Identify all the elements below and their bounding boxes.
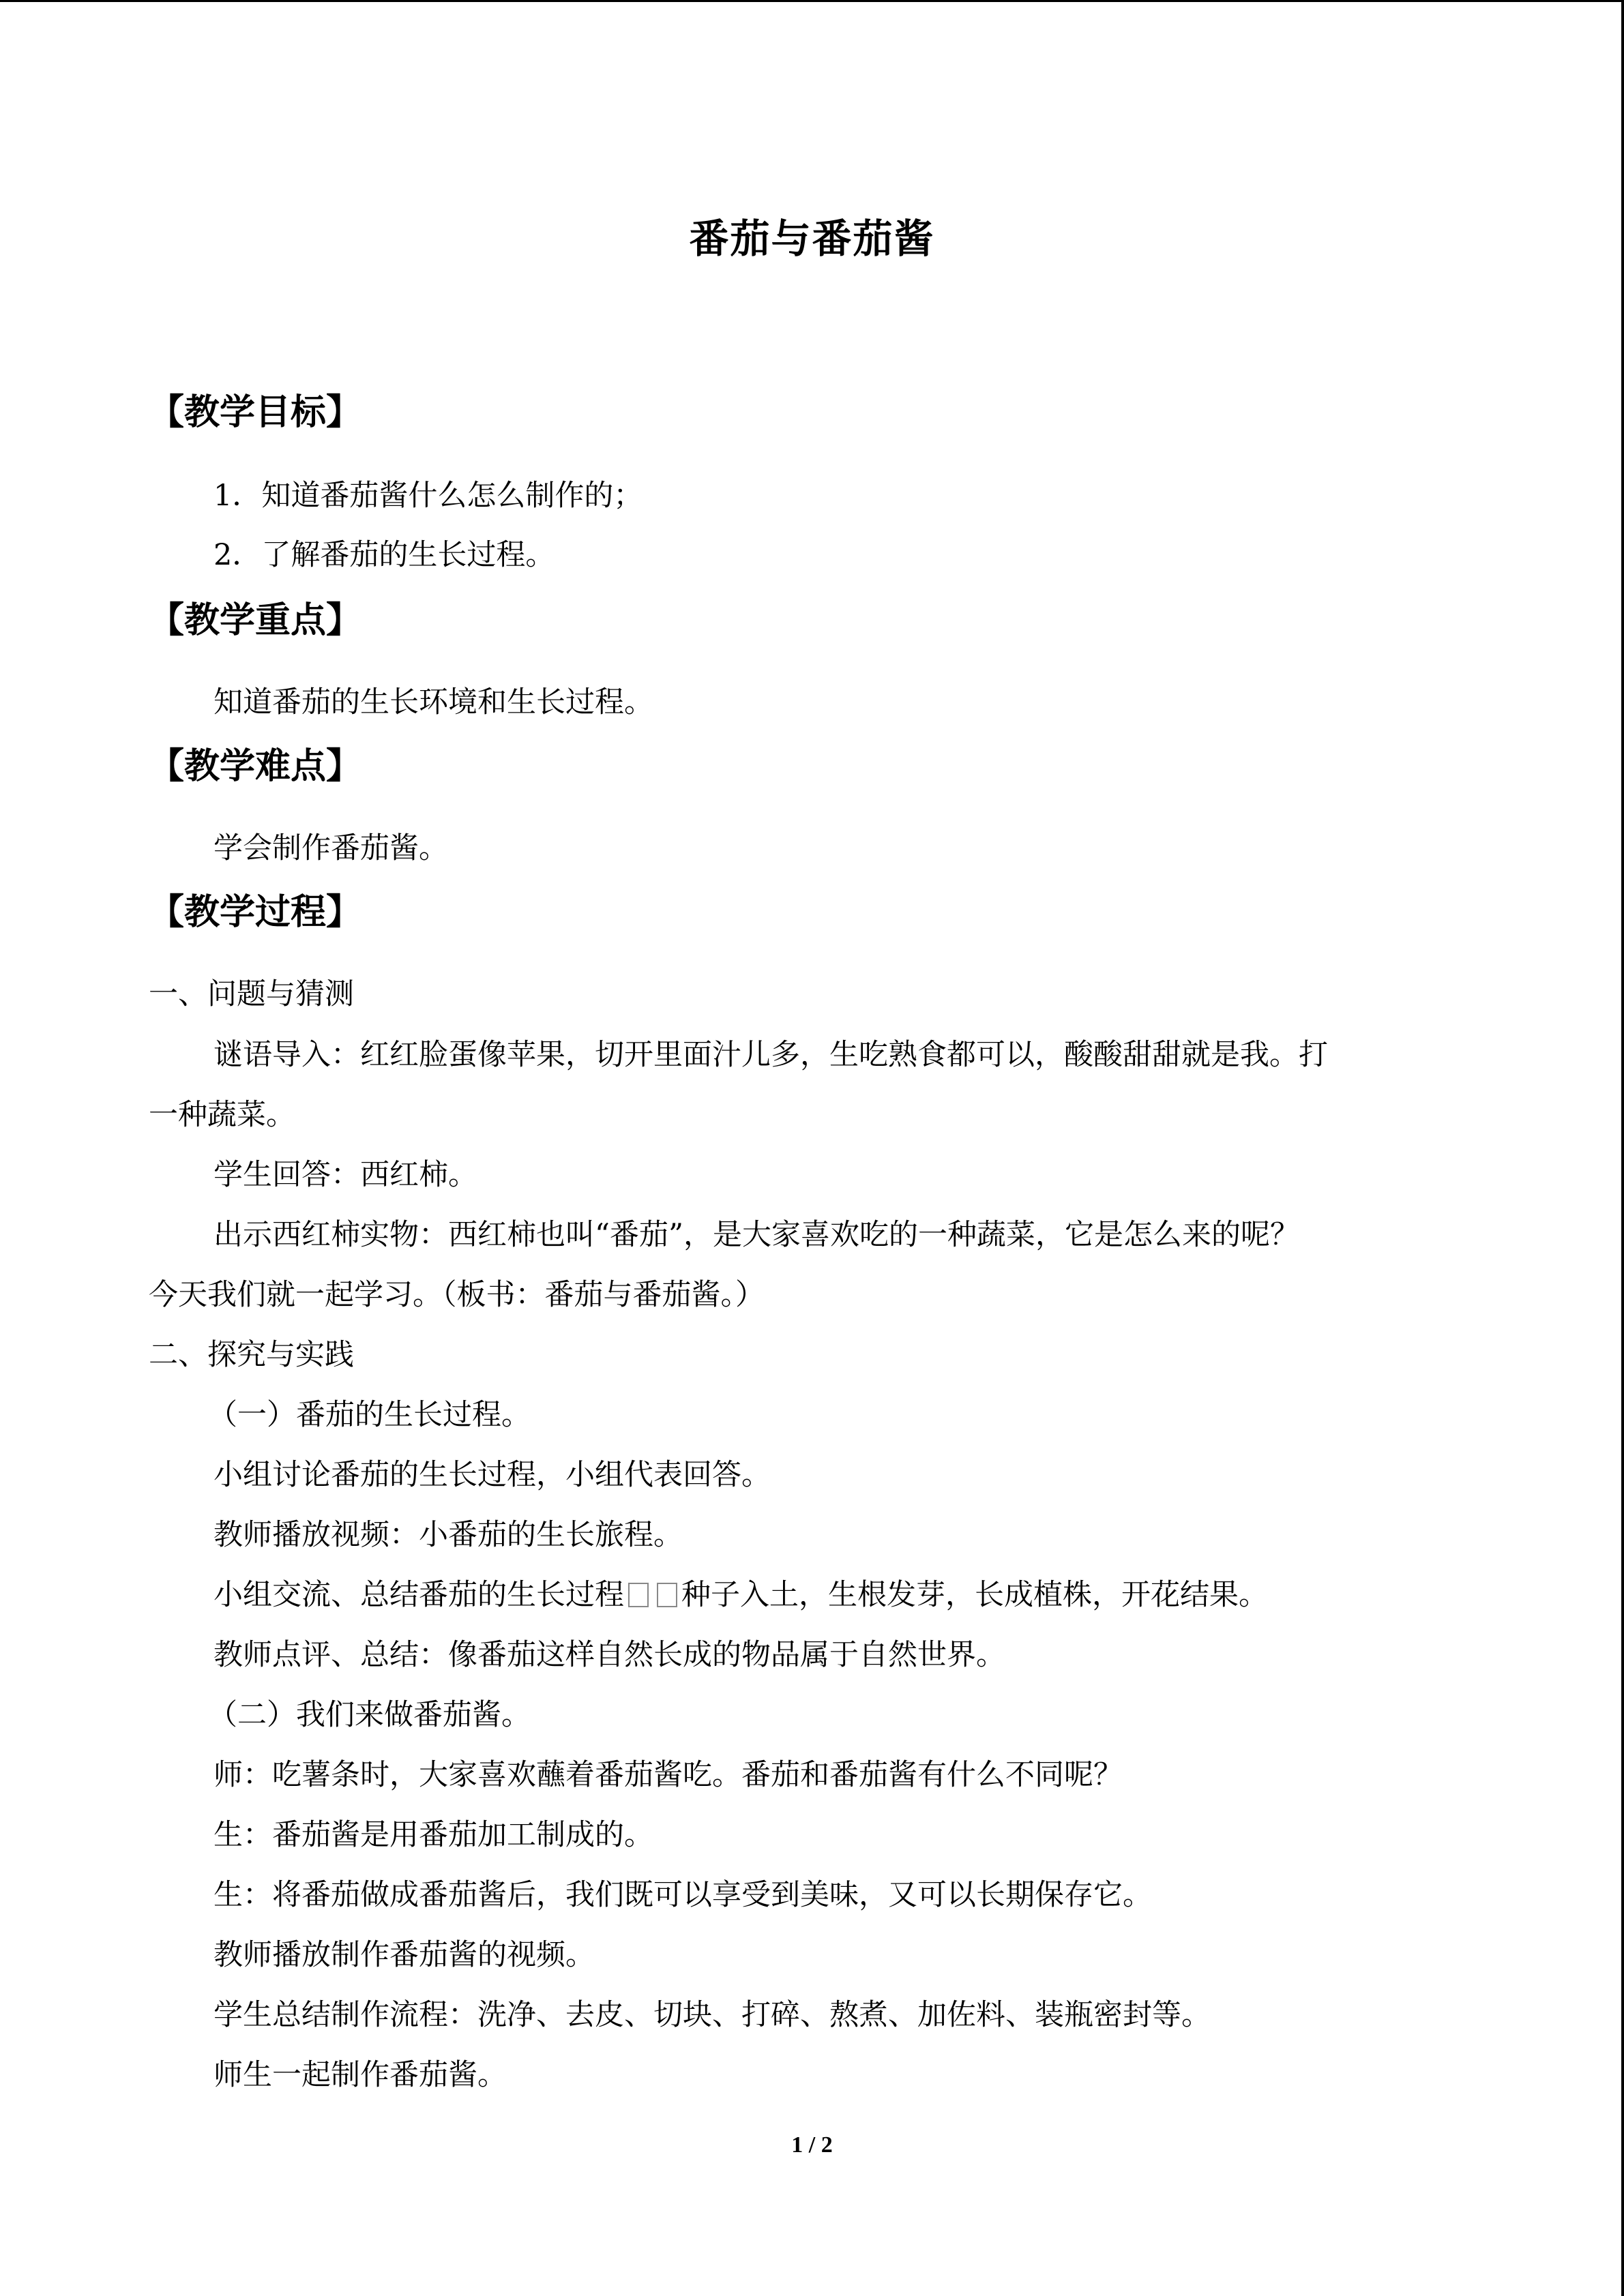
show-line-1: 出示西红柿实物：西红柿也叫“番茄”，是大家喜欢吃的一种蔬菜，它是怎么来的呢？ — [213, 1218, 1299, 1252]
missing-glyph-icon — [657, 1583, 677, 1607]
sub1-summary-before: 小组交流、总结番茄的生长过程 — [213, 1578, 624, 1612]
heading-key-points: 【教学重点】 — [149, 600, 362, 641]
sub2-line-1: 师：吃薯条时，大家喜欢蘸着番茄酱吃。番茄和番茄酱有什么不同呢？ — [213, 1758, 1123, 1792]
sub2-line-3: 生：将番茄做成番茄酱后，我们既可以享受到美味，又可以长期保存它。 — [213, 1878, 1152, 1912]
sub2-line-6: 师生一起制作番茄酱。 — [213, 2058, 507, 2092]
sub2-line-4: 教师播放制作番茄酱的视频。 — [213, 1938, 595, 1972]
document-title: 番茄与番茄酱 — [689, 215, 935, 262]
sub1-summary-after: 种子入土，生根发芽，长成植株，开花结果。 — [681, 1578, 1268, 1612]
heading-process: 【教学过程】 — [149, 892, 362, 933]
sub2-line-5: 学生总结制作流程：洗净、去皮、切块、打碎、熬煮、加佐料、装瓶密封等。 — [213, 1998, 1211, 2032]
sub1-title: （一）番茄的生长过程。 — [208, 1398, 531, 1432]
key-points-text: 知道番茄的生长环境和生长过程。 — [213, 685, 653, 719]
riddle-line-2: 一种蔬菜。 — [149, 1098, 295, 1132]
missing-glyph-icon — [628, 1583, 649, 1607]
part1-title: 一、问题与猜测 — [149, 977, 354, 1011]
page-right-border — [1621, 0, 1624, 2296]
part2-title: 二、探究与实践 — [149, 1338, 354, 1372]
difficulties-text: 学会制作番茄酱。 — [213, 831, 448, 865]
riddle-line-1: 谜语导入：红红脸蛋像苹果，切开里面汁儿多，生吃熟食都可以，酸酸甜甜就是我。打 — [213, 1038, 1328, 1072]
show-line-2: 今天我们就一起学习。（板书：番茄与番茄酱。） — [149, 1278, 765, 1312]
sub1-line-2: 教师播放视频：小番茄的生长旅程。 — [213, 1518, 683, 1552]
sub2-line-2: 生：番茄酱是用番茄加工制成的。 — [213, 1818, 653, 1852]
objective-item-1: 1．知道番茄酱什么怎么制作的； — [213, 479, 643, 513]
sub1-summary — [213, 1575, 1268, 1615]
sub2-title: （二）我们来做番茄酱。 — [208, 1698, 531, 1732]
heading-objectives: 【教学目标】 — [149, 392, 362, 433]
heading-difficulties: 【教学难点】 — [149, 746, 362, 787]
page-indicator: 1 / 2 — [791, 2132, 833, 2158]
page-top-border — [0, 0, 1624, 2]
student-answer: 学生回答：西红柿。 — [213, 1158, 477, 1192]
sub1-line-1: 小组讨论番茄的生长过程，小组代表回答。 — [213, 1458, 771, 1492]
sub1-comment: 教师点评、总结：像番茄这样自然长成的物品属于自然世界。 — [213, 1638, 1005, 1672]
objective-item-2: 2．了解番茄的生长过程。 — [213, 538, 555, 572]
